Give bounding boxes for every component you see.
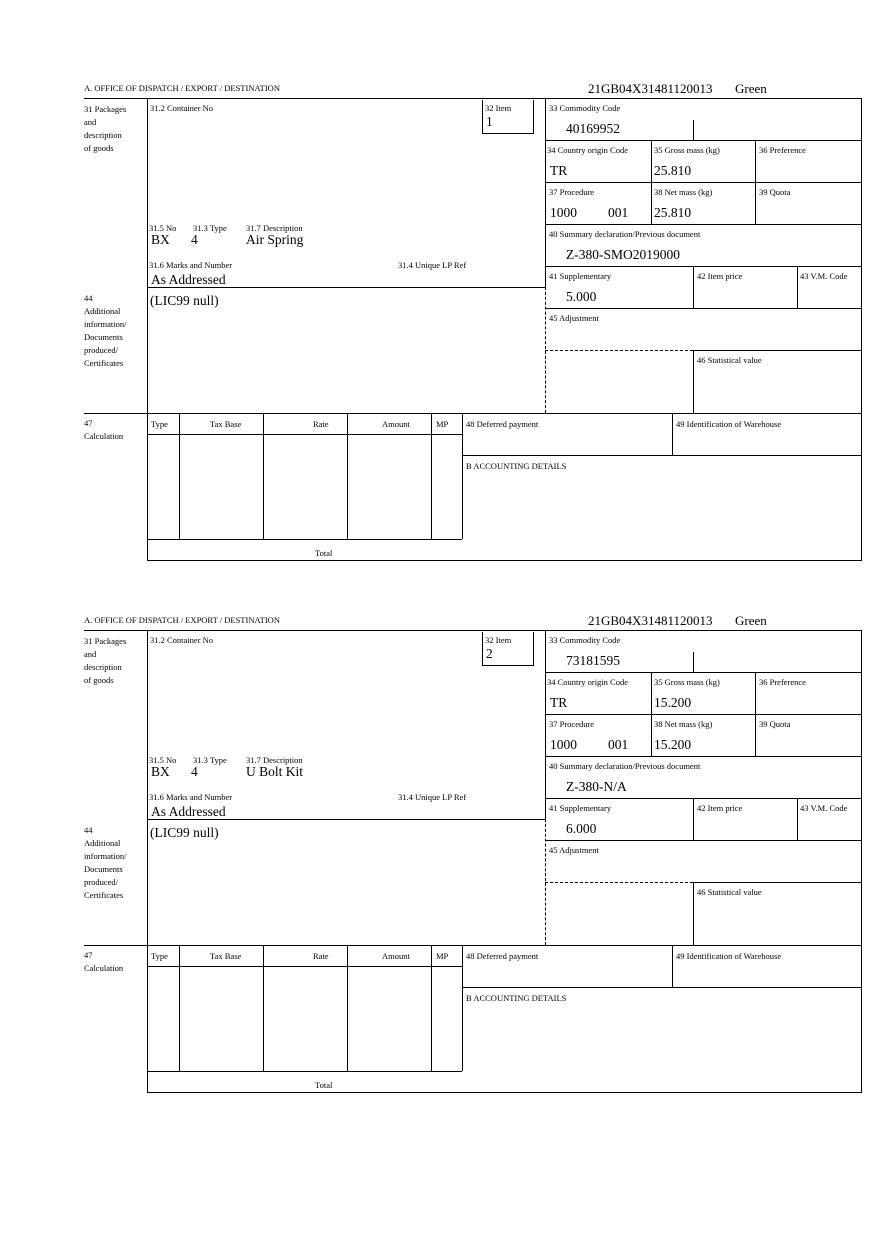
- procedure-additional: 001: [608, 205, 629, 220]
- item-label: 32 Item: [485, 103, 512, 113]
- box47-label: 47 Calculation: [84, 950, 124, 973]
- calc-header-tax-base: Tax Base: [210, 419, 242, 429]
- warehouse-label: 49 Identification of Warehouse: [676, 419, 782, 429]
- additional-info-value: (LIC99 null): [150, 293, 219, 308]
- box44-label: 44 Additional information/ Documents produced/ Certificates: [84, 825, 127, 900]
- customs-item-form: [0, 532, 882, 1090]
- total-label: Total: [315, 548, 333, 558]
- commodity-code: 40169952: [566, 121, 620, 136]
- package-kind: BX: [151, 764, 170, 779]
- calc-header-type: Type: [151, 419, 168, 429]
- status-label: Green: [735, 81, 767, 96]
- box31-label: 31 Packages and description of goods: [84, 636, 127, 685]
- supplementary-label: 41 Supplementary: [549, 271, 612, 281]
- item-number: 1: [486, 114, 493, 129]
- commodity-code: 73181595: [566, 653, 620, 668]
- preference-label: 36 Preference: [759, 145, 806, 155]
- package-count: 4: [191, 232, 198, 247]
- goods-description: U Bolt Kit: [246, 764, 304, 779]
- container-label: 31.2 Container No: [150, 635, 214, 645]
- deferred-payment-label: 48 Deferred payment: [466, 951, 539, 961]
- summary-declaration-value: Z-380-SMO2019000: [566, 247, 680, 262]
- gross-mass-value: 15.200: [654, 695, 692, 710]
- container-label: 31.2 Container No: [150, 103, 214, 113]
- calc-header-rate: Rate: [313, 419, 329, 429]
- no-label: 31.5 No: [149, 223, 177, 233]
- summary-declaration-label: 40 Summary declaration/Previous document: [549, 761, 701, 771]
- net-mass-value: 15.200: [654, 737, 692, 752]
- procedure-label: 37 Procedure: [549, 187, 595, 197]
- procedure-label: 37 Procedure: [549, 719, 595, 729]
- commodity-label: 33 Commodity Code: [549, 635, 621, 645]
- quota-label: 39 Quota: [759, 187, 791, 197]
- accounting-details-label: B ACCOUNTING DETAILS: [466, 993, 567, 1003]
- calc-header-rate: Rate: [313, 951, 329, 961]
- status-label: Green: [735, 613, 767, 628]
- country-label: 34 Country origin Code: [547, 677, 628, 687]
- document-reference: 21GB04X31481120013: [588, 613, 713, 628]
- document-reference: 21GB04X31481120013: [588, 81, 713, 96]
- calc-header-mp: MP: [436, 951, 449, 961]
- calc-header-type: Type: [151, 951, 168, 961]
- net-mass-label: 38 Net mass (kg): [654, 187, 713, 197]
- goods-description: Air Spring: [246, 232, 304, 247]
- supplementary-value: 5.000: [566, 289, 597, 304]
- marks-value: As Addressed: [151, 272, 226, 287]
- description-label: 31.7 Description: [246, 223, 303, 233]
- quota-label: 39 Quota: [759, 719, 791, 729]
- country-value: TR: [550, 695, 568, 710]
- vm-code-label: 43 V.M. Code: [800, 271, 848, 281]
- procedure-additional: 001: [608, 737, 629, 752]
- gross-mass-label: 35 Gross mass (kg): [654, 145, 720, 155]
- supplementary-label: 41 Supplementary: [549, 803, 612, 813]
- deferred-payment-label: 48 Deferred payment: [466, 419, 539, 429]
- item-label: 32 Item: [485, 635, 512, 645]
- procedure-code: 1000: [550, 205, 577, 220]
- calc-header-mp: MP: [436, 419, 449, 429]
- office-header: A. OFFICE OF DISPATCH / EXPORT / DESTINATION: [84, 615, 280, 625]
- accounting-details-label: B ACCOUNTING DETAILS: [466, 461, 567, 471]
- gross-mass-value: 25.810: [654, 163, 692, 178]
- statistical-value-label: 46 Statistical value: [697, 887, 762, 897]
- statistical-value-label: 46 Statistical value: [697, 355, 762, 365]
- package-count: 4: [191, 764, 198, 779]
- preference-label: 36 Preference: [759, 677, 806, 687]
- adjustment-label: 45 Adjustment: [549, 845, 599, 855]
- no-label: 31.5 No: [149, 755, 177, 765]
- marks-label: 31.6 Marks and Number: [149, 260, 233, 270]
- package-kind: BX: [151, 232, 170, 247]
- box44-label: 44 Additional information/ Documents produced/ Certificates: [84, 293, 127, 368]
- calc-header-tax-base: Tax Base: [210, 951, 242, 961]
- unique-ref-label: 31.4 Unique LP Ref: [398, 792, 467, 802]
- supplementary-value: 6.000: [566, 821, 597, 836]
- marks-label: 31.6 Marks and Number: [149, 792, 233, 802]
- summary-declaration-value: Z-380-N/A: [566, 779, 627, 794]
- item-price-label: 42 Item price: [697, 803, 743, 813]
- box31-label: 31 Packages and description of goods: [84, 104, 127, 153]
- item-number: 2: [486, 646, 493, 661]
- total-label: Total: [315, 1080, 333, 1090]
- commodity-label: 33 Commodity Code: [549, 103, 621, 113]
- net-mass-value: 25.810: [654, 205, 692, 220]
- adjustment-label: 45 Adjustment: [549, 313, 599, 323]
- summary-declaration-label: 40 Summary declaration/Previous document: [549, 229, 701, 239]
- calc-header-amount: Amount: [382, 951, 410, 961]
- description-label: 31.7 Description: [246, 755, 303, 765]
- customs-item-form: [0, 0, 882, 558]
- box47-label: 47 Calculation: [84, 418, 124, 441]
- procedure-code: 1000: [550, 737, 577, 752]
- type-label: 31.3 Type: [193, 755, 227, 765]
- gross-mass-label: 35 Gross mass (kg): [654, 677, 720, 687]
- warehouse-label: 49 Identification of Warehouse: [676, 951, 782, 961]
- marks-value: As Addressed: [151, 804, 226, 819]
- country-label: 34 Country origin Code: [547, 145, 628, 155]
- office-header: A. OFFICE OF DISPATCH / EXPORT / DESTINATION: [84, 83, 280, 93]
- type-label: 31.3 Type: [193, 223, 227, 233]
- calc-header-amount: Amount: [382, 419, 410, 429]
- country-value: TR: [550, 163, 568, 178]
- item-price-label: 42 Item price: [697, 271, 743, 281]
- vm-code-label: 43 V.M. Code: [800, 803, 848, 813]
- unique-ref-label: 31.4 Unique LP Ref: [398, 260, 467, 270]
- net-mass-label: 38 Net mass (kg): [654, 719, 713, 729]
- additional-info-value: (LIC99 null): [150, 825, 219, 840]
